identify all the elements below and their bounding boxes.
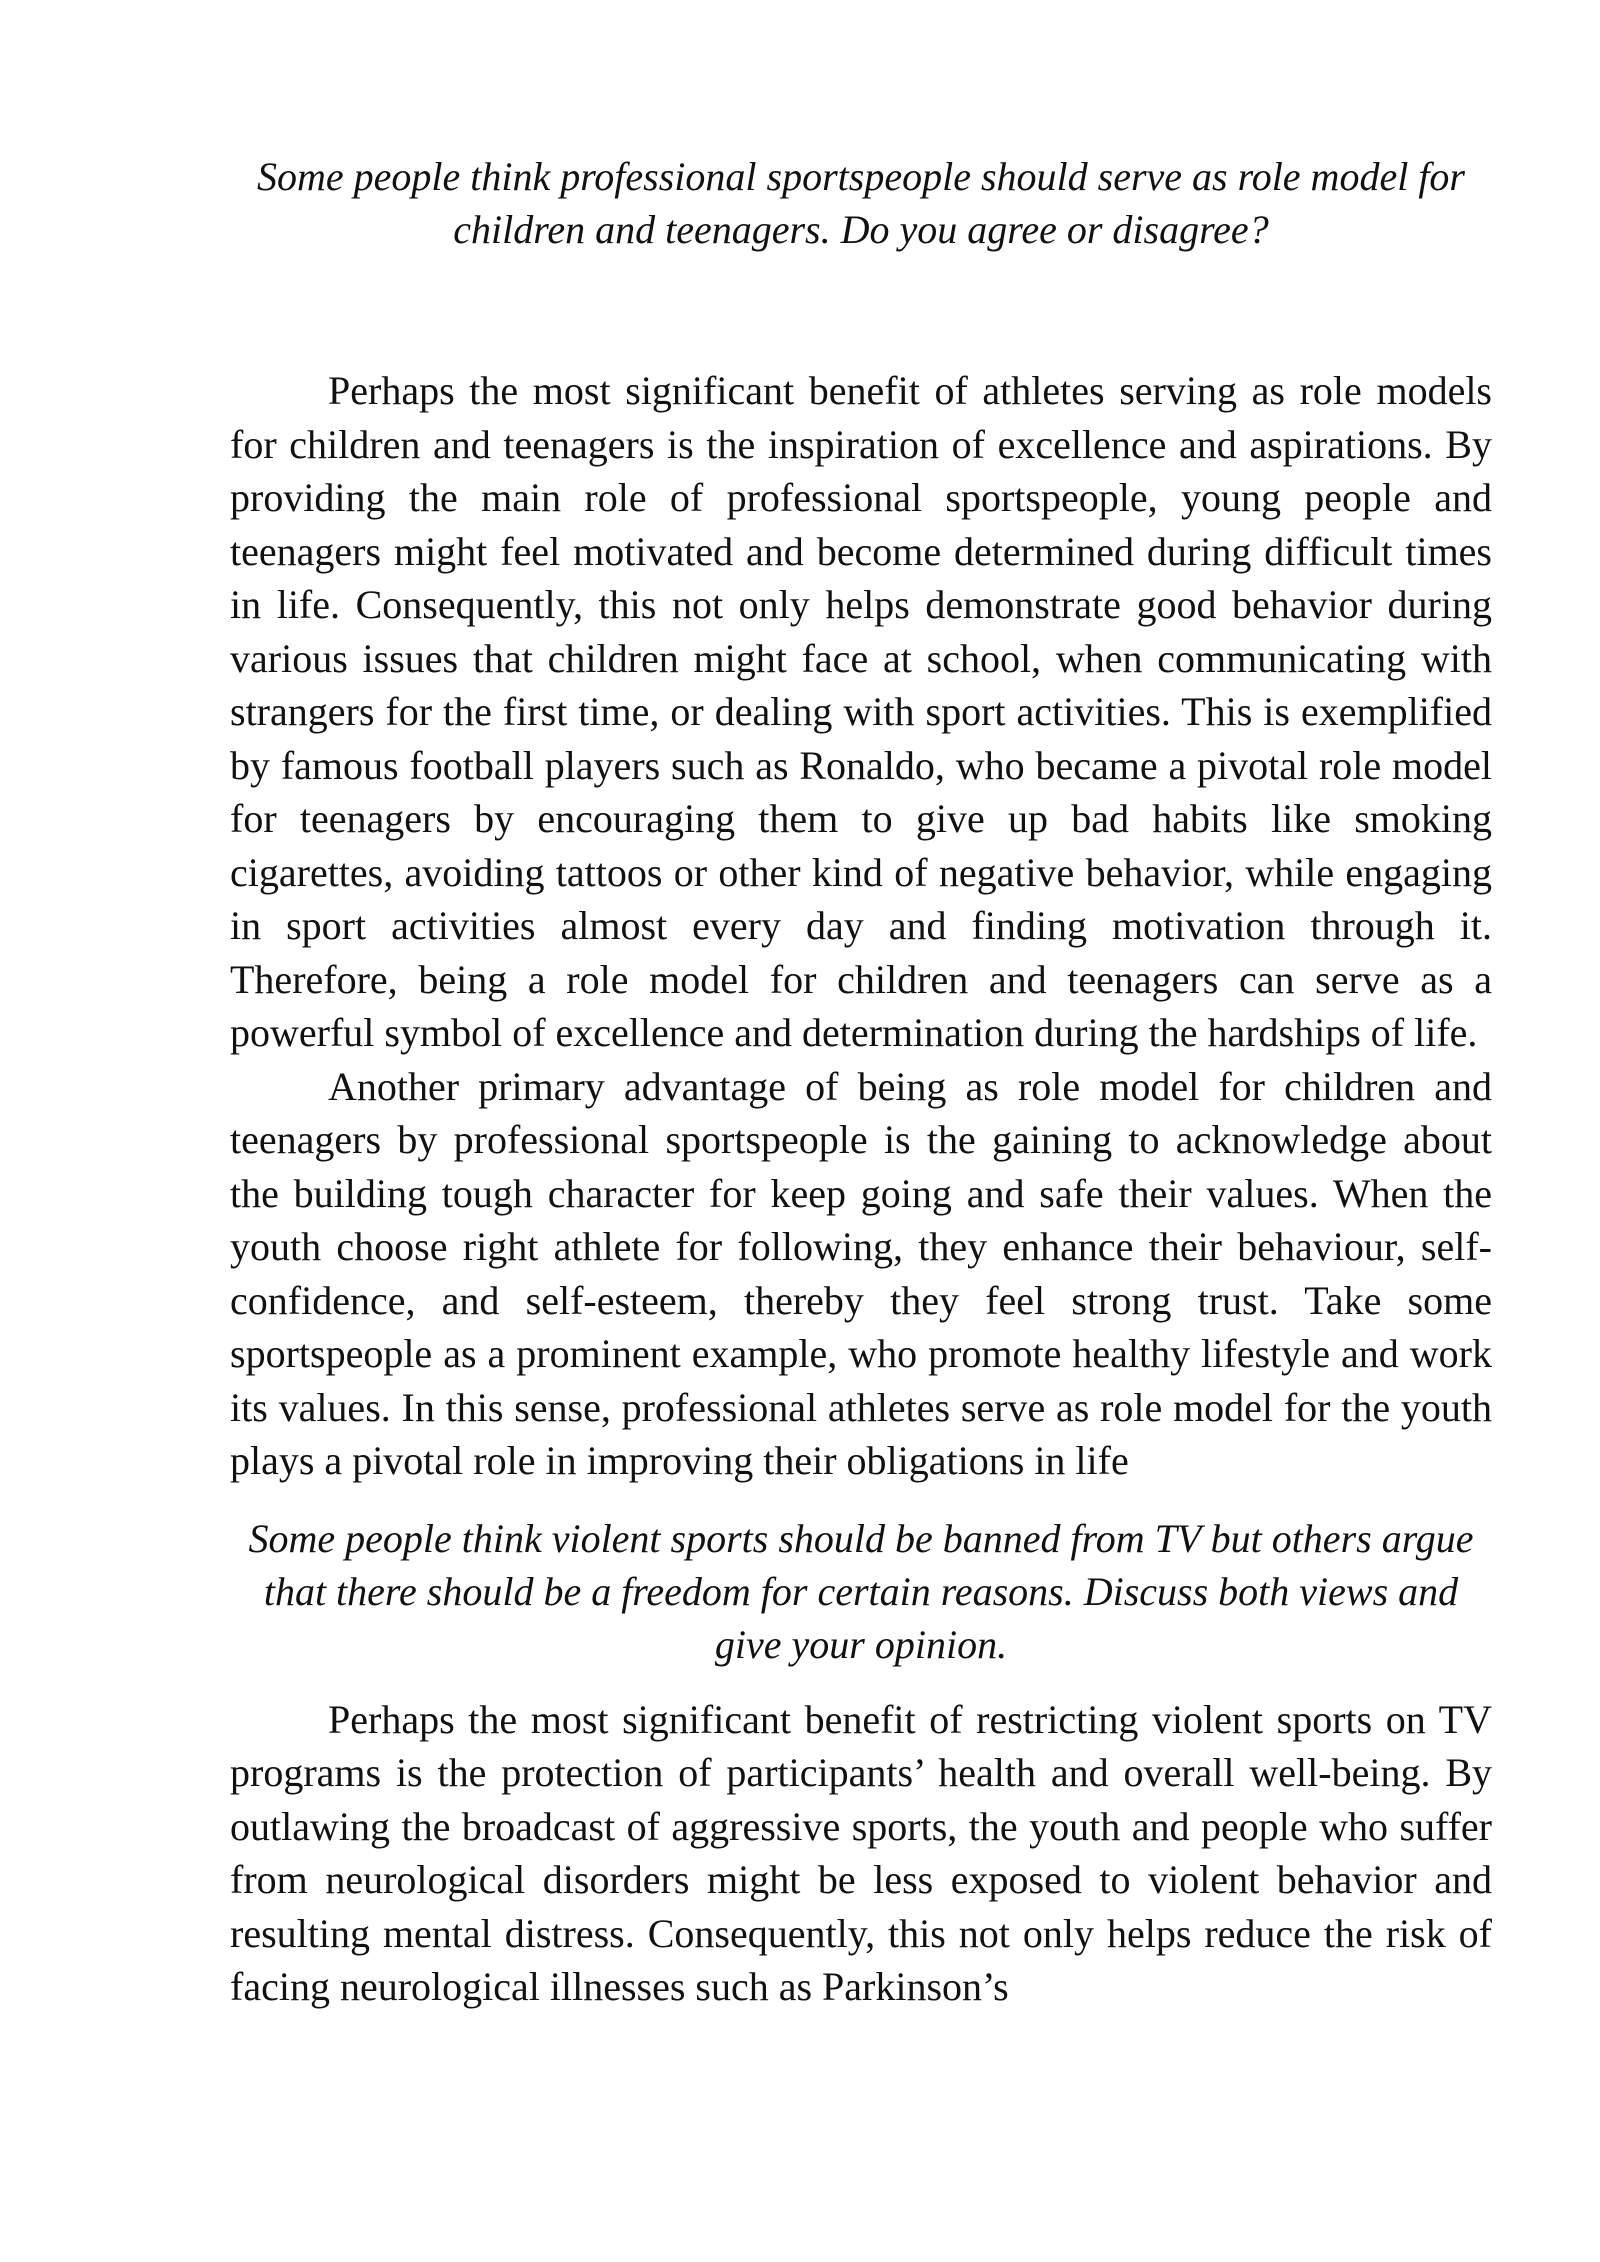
essay-prompt-2: Some people think violent sports should be banned from TV but others argue that there should be a freedom for certain reasons. Discuss both views and give your opinion.: [248, 1515, 1474, 1667]
document-body: [230, 150, 1492, 2014]
essay-paragraph-1: Perhaps the most significant benefit of athletes serving as role models for children and teenagers is the inspiration of excellence and aspirations. By providing the main role of professional sportspeople, young people and teenagers might feel motivated and become determined during difficult times in life. Consequently, this not only helps demonstrate good behavior during various issues that children might face at school, when communicating with strangers for the first time, or dealing with sport activities. This is exemplified by famous football players such as Ronaldo, who became a pivotal role model for teenagers by encouraging them to give up bad habits like smoking cigarettes, avoiding tattoos or other kind of negative behavior, while engaging in sport activities almost every day and finding motivation through it. Therefore, being a role model for children and teenagers can serve as a powerful symbol of excellence and determination during the hardships of life.: [230, 368, 1492, 1055]
essay-paragraph-2: Another primary advantage of being as role model for children and teenagers by professional sportspeople is the gaining to acknowledge about the building tough character for keep going and safe their values. When the youth choose right athlete for following, they enhance their behaviour, self-confidence, and self-esteem, thereby they feel strong trust. Take some sportspeople as a prominent example, who promote healthy lifestyle and work its values. In this sense, professional athletes serve as role model for the youth plays a pivotal role in improving their obligations in life: [230, 1063, 1492, 1483]
essay-prompt-1: Some people think professional sportspeople should serve as role model for children and teenagers. Do you agree or disagree?: [256, 154, 1465, 252]
essay-paragraph-3: Perhaps the most significant benefit of restricting violent sports on TV programs is the protection of participants’ health and overall well-being. By outlawing the broadcast of aggressive sports, the youth and people who suffer from neurological disorders might be less exposed to violent behavior and resulting mental distress. Consequently, this not only helps reduce the risk of facing neurological illnesses such as Parkinson’s: [230, 1696, 1492, 2009]
